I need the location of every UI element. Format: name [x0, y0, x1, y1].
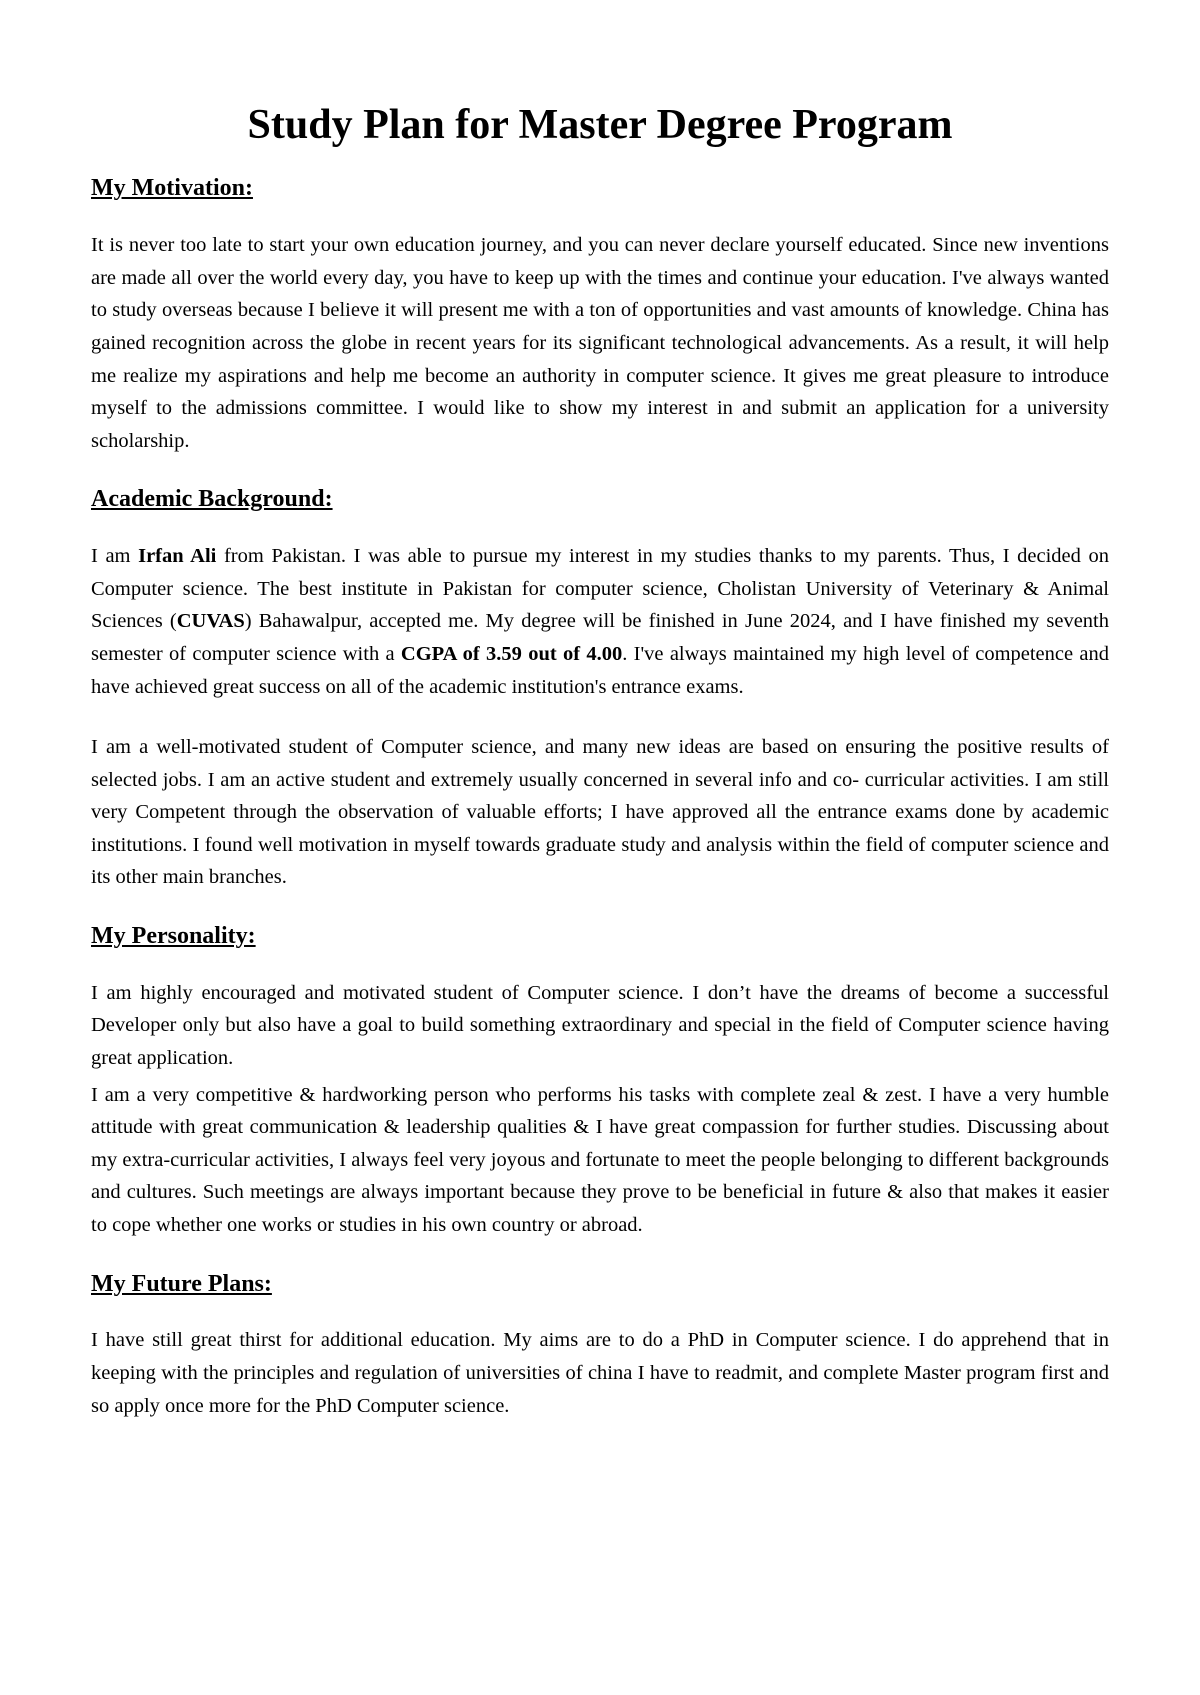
- academic-background-paragraph-1: [91, 540, 1109, 703]
- cgpa-value: CGPA of 3.59 out of 4.00: [400, 642, 623, 665]
- document-title: Study Plan for Master Degree Program: [247, 102, 953, 148]
- text-run: from Pakistan. I was able to pursue my interest in my studies thanks to my parents. Thus, I decided on Computer science. The best institute in Pakistan for computer science, Cholistan University of Veterinary & Animal Sciences (: [91, 545, 1110, 633]
- section-heading-academic-background: Academic Background:: [91, 486, 333, 513]
- personality-paragraph-2: I am a very competitive & hardworking person who performs his tasks with complete zeal & zest. I have a very humble attitude with great communication & leadership qualities & I have great compassion for further studies. Discussing about my extra-curricular activities, I always feel very joyous and fortunate to meet the people belonging to different backgrounds and cultures. Such meetings are always important because they prove to be beneficial in future & also that makes it easier to cope whether one works or studies in his own country or abroad.: [91, 1083, 1109, 1237]
- personality-paragraph-1: I am highly encouraged and motivated student of Computer science. I don’t have the dreams of become a successful Developer only but also have a goal to build something extraordinary and special in the field of Computer science having great application.: [91, 981, 1109, 1070]
- student-name: Irfan Ali: [138, 545, 217, 568]
- future-plans-paragraph: I have still great thirst for additional education. My aims are to do a PhD in Computer science. I do apprehend that in keeping with the principles and regulation of universities of china I have to readmit, and complete Master program first and so apply once more for the PhD Computer science.: [91, 1329, 1109, 1417]
- university-abbreviation: CUVAS: [176, 610, 245, 633]
- text-run: . I've always maintained my high level of competence and have achieved great success on all of the academic institution's entrance exams.: [91, 642, 1110, 698]
- motivation-paragraph: It is never too late to start your own education journey, and you can never declare yourself educated. Since new inventions are made all over the world every day, you have to keep up with the times and continue your education. I've always wanted to study overseas because I believe it will present me with a ton of opportunities and vast amounts of knowledge. China has gained recognition across the globe in recent years for its significant technological advancements. As a result, it will help me realize my aspirations and help me become an authority in computer science. It gives me great pleasure to introduce myself to the admissions committee. I would like to show my interest in and submit an application for a university scholarship.: [91, 234, 1109, 452]
- text-run: ) Bahawalpur, accepted me. My degree will be finished in June 2024, and I have finished my seventh semester of computer science with a: [91, 610, 1110, 665]
- academic-background-paragraph-2: I am a well-motivated student of Computer science, and many new ideas are based on ensuring the positive results of selected jobs. I am an active student and extremely usually concerned in several info and co- curricular activities. I am still very Competent through the observation of valuable efforts; I have approved all the entrance exams done by academic institutions. I found well motivation in myself towards graduate study and analysis within the field of computer science and its other main branches.: [91, 736, 1109, 889]
- text-run: I am: [91, 545, 139, 568]
- section-heading-future-plans: My Future Plans:: [91, 1270, 272, 1297]
- section-heading-motivation: My Motivation:: [91, 175, 253, 202]
- section-heading-personality: My Personality:: [91, 923, 256, 950]
